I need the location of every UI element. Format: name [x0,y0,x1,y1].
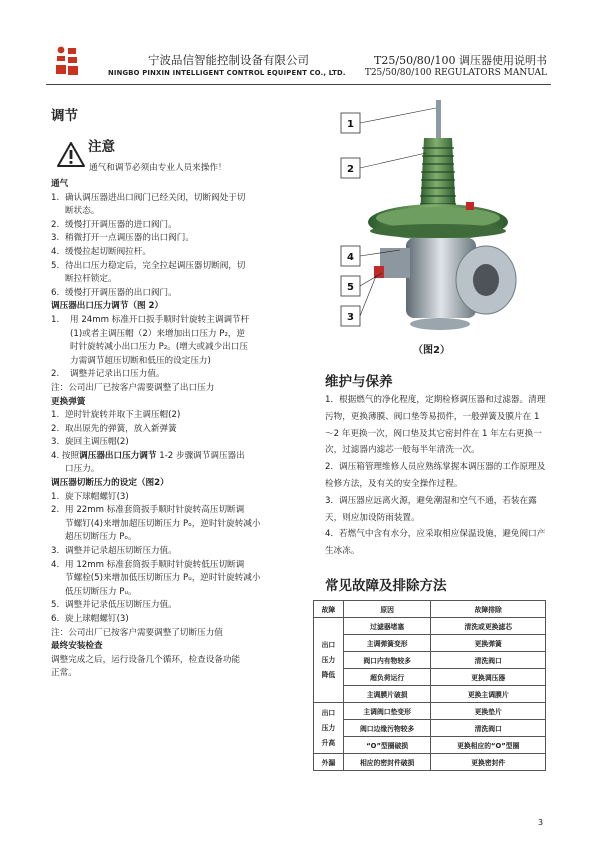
list-item: 3. 调整并记录超压切断压力值。 [51,546,177,557]
spring-heading: 更换弹簧 [51,396,86,407]
list-item-continued: 口压力。 [65,464,100,475]
warning-icon [56,141,86,168]
vent-heading: 通气 [51,179,69,189]
regulator-figure [340,98,536,331]
table-row [314,652,546,669]
page-number: 3 [538,818,544,827]
list-item: (1)或者主调压帽（2）来增加出口压力 P₂，逆 [70,328,246,339]
header-rule [46,84,551,85]
table-row [314,618,546,635]
list-item: 超压切断压力 Pₒ。 [65,532,137,543]
notice-title: 注意 [88,139,115,155]
cause-cell: 超负荷运行 [343,669,431,686]
cause-cell: 阀口内有物较多 [343,652,431,669]
list-item: 2. 取出原先的弹簧，放入新弹簧 [51,423,177,434]
maintenance-title: 维护与保养 [325,374,393,390]
paragraph: 3．调压器应远离火源，避免潮湿和空气不通，若装在露天，则应加设防雨装置。 [325,495,537,523]
cause-cell: 主调弹簧变形 [343,635,431,652]
adjusting-rod [436,100,441,140]
cause-cell: “O”型圈破损 [343,737,431,754]
remedy-cell: 更换密封件 [431,754,546,771]
remedy-cell: 清洗阀口 [431,720,546,737]
list-item: 6. 缓慢打开调压器的出口阀门。 [51,287,177,298]
list-item: 力需调节超压切断和低压的设定压力) [70,355,211,366]
manual-title-en: T25/50/80/100 REGULATORS MANUAL [364,68,547,78]
table-row [314,669,546,686]
list-item: 3. 稍微打开一点调压器的出口阀门。 [51,233,194,244]
cutoff-note: 注：公司出厂已按客户需要调整了切断压力值 [51,627,223,638]
fault-category: 出口 压力 升高 [314,703,344,754]
table-row [314,754,546,771]
remedy-cell: 更换调压器 [431,669,546,686]
list-item: 4. 用 12mm 标准套筒扳手顺时针旋转低压切断调 [51,559,245,570]
list-item: 5. 调整并记录低压切断压力值。 [51,600,177,611]
remedy-cell: 更换主调膜片 [431,686,546,703]
remedy-cell: 清洗或更换滤芯 [431,618,546,635]
cutoff-cap [374,266,384,278]
final-check-heading: 最终安装检查 [51,641,103,652]
list-item: 节螺钉(4)来增加超压切断压力 Pₒ，逆时针旋转减小 [65,518,261,529]
final-check-text: 调整完成之后，运行设备几个循环，检查设备功能 [51,654,241,665]
list-item: 1. 逆时针旋转并取下主调压帽(2) [51,410,181,421]
list-item: 1. 旋下球帽螺钉(3) [51,491,129,502]
callout-label: 3 [347,312,354,323]
callout-label: 2 [347,164,354,175]
maintenance-text [325,392,547,560]
table-row [314,720,546,737]
cause-cell: 相应的密封件破损 [343,754,431,771]
fault-category: 出口 压力 降低 [314,618,344,703]
list-item: 3. 旋回主调压帽(2) [51,437,129,448]
list-item: 断拉杆锁定。 [65,274,117,285]
callout-label: 5 [347,282,354,293]
fault-table [313,600,546,771]
final-check-text: 正常。 [51,668,77,679]
list-item: 低压切断压力 Pᵤ。 [65,586,137,597]
callout-label: 1 [347,119,354,130]
cause-cell: 阀口边缘污物较多 [343,720,431,737]
outlet-note: 注：公司出厂已按客户需要调整了出口压力 [51,382,215,393]
list-item: 节螺栓(5)来增加低压切断压力 Pᵤ，逆时针旋转减小 [65,573,261,584]
list-item: 时针旋转减小出口压力 P₂。(增大或减少出口压 [70,342,248,353]
fault-title: 常见故障及排除方法 [325,578,447,594]
table-header: 故障排除 [431,601,546,618]
list-item: 2. 调整并记录出口压力值。 [51,369,165,380]
paragraph: 1．根据燃气的净化程度，定期检修调压器和过滤器。清理污物，更换薄膜、阀口垫等易损件，一般弹簧及膜片在 1～2 年更换一次，阀口垫及其它密封件在 1 年左右更换一次，过滤器内滤芯一般每半年清洗一次。 [325,395,546,456]
fault-category: 外漏 [314,754,344,771]
cause-cell: 主调膜片破损 [343,686,431,703]
figure-caption: （图2） [413,345,450,356]
adjustment-instructions [51,178,281,681]
list-item: 2. 用 22mm 标准套筒扳手顺时针旋转高压切断调 [51,505,245,516]
list-item: 6. 旋上球帽螺钉(3) [51,614,129,624]
table-row [314,686,546,703]
paragraph: 2．调压箱管理维修人员应熟练掌握本调压器的工作原理及检修方法，及有关的安全操作过程。 [325,462,546,489]
table-row [314,635,546,652]
notice-text: 通气和调节必须由专业人员来操作！ [89,163,227,173]
remedy-cell: 更换弹簧 [431,635,546,652]
list-item: 断状态。 [65,206,100,217]
section-title: 调节 [51,108,78,124]
vent-steps [51,192,281,301]
table-row [314,703,546,720]
paragraph: 4．若燃气中含有水分，应采取相应保温设施，避免阀口产生冰冻。 [325,529,546,557]
list-item: 1. 确认调压器进出口阀门已经关闭，切断阀处于切 [51,192,246,203]
table-row [314,737,546,754]
remedy-cell: 更换相应的“O”型圈 [431,737,546,754]
company-logo [54,44,80,78]
list-item: 2. 缓慢打开调压器的进口阀门。 [51,219,177,230]
list-item: 1. 用 24mm 标准开口扳手顺时针旋转主调调节杆 [51,314,250,325]
red-knob [466,202,474,210]
company-name-en: NINGBO PINXIN INTELLIGENT CONTROL EQUIPENT CO., LTD. [108,69,346,77]
remedy-cell: 更换垫片 [431,703,546,720]
outlet-pressure-heading: 调压器出口压力调节（图 2） [51,301,164,312]
cause-cell: 主调阀口垫变形 [343,703,431,720]
manual-title-cn: T25/50/80/100 调压器使用说明书 [374,54,547,67]
list-item: 5. 待出口压力稳定后，完全拉起调压器切断阀，切 [51,260,246,271]
cutoff-heading: 调压器切断压力的设定（图2） [51,478,169,489]
company-name-cn: 宁波品信智能控制设备有限公司 [148,53,309,67]
table-header: 原因 [343,601,431,618]
table-header: 故障 [314,601,344,618]
cause-cell: 过滤器堵塞 [343,618,431,635]
callout-label: 4 [347,252,354,263]
table-header-row [314,601,546,618]
list-item: 4. 缓慢拉起切断阀拉杆。 [51,246,151,257]
remedy-cell: 清洗阀口 [431,652,546,669]
list-item: 4. 按照调压器出口压力调节 1-2 步骤调节调压器出 [51,450,245,461]
